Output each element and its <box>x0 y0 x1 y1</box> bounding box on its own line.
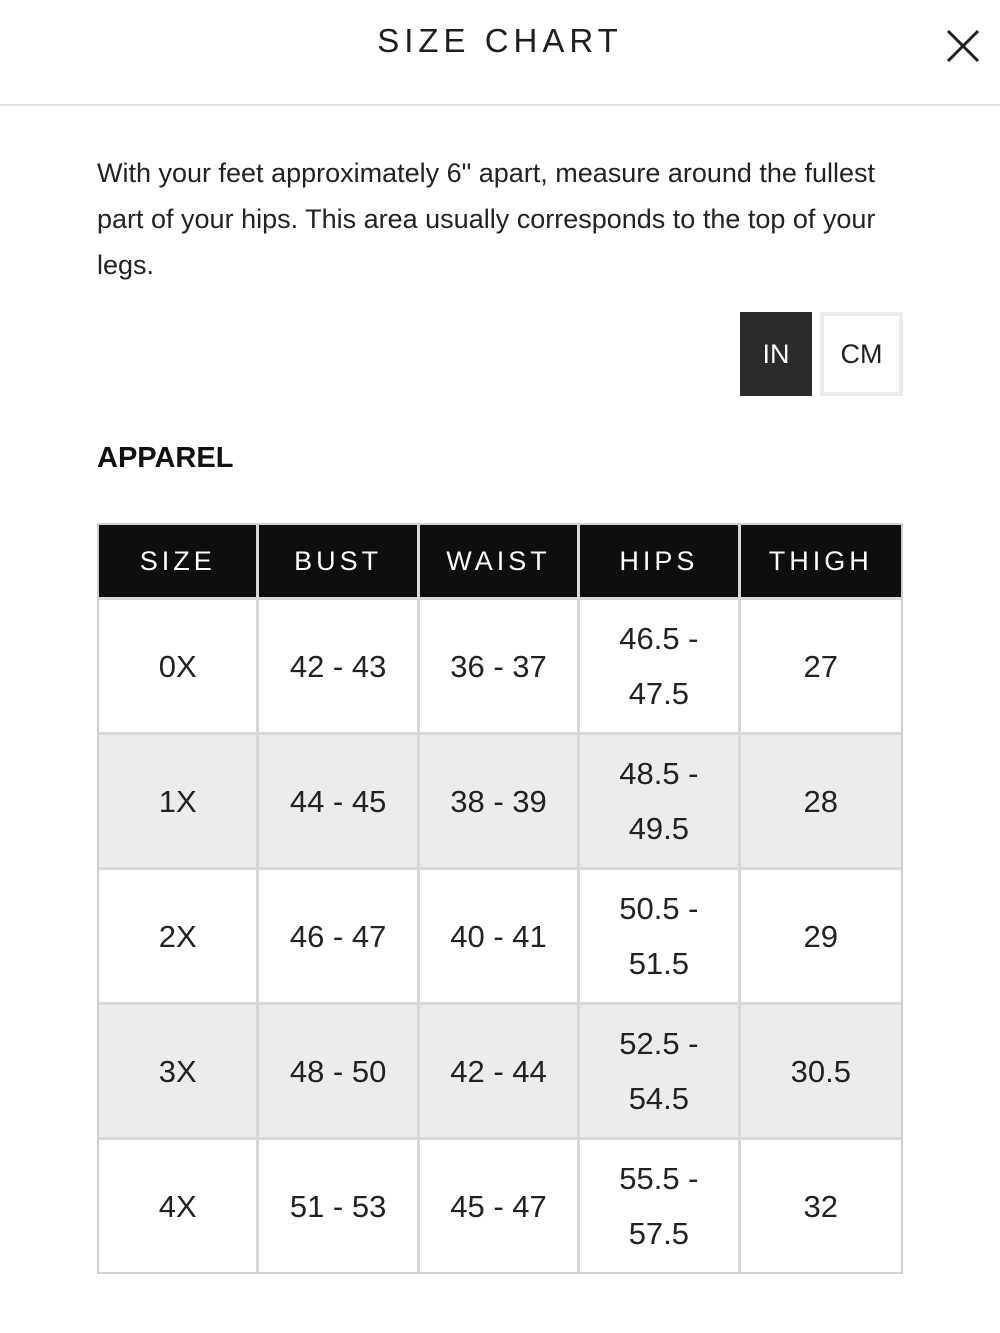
hips-cell <box>580 735 740 870</box>
hips-cell-line: 52.5 - <box>619 1026 699 1061</box>
hips-cell-line: 48.5 - <box>619 756 699 791</box>
hips-cell-line: 47.5 <box>628 676 690 711</box>
hips-cell-line: 51.5 <box>628 946 690 981</box>
table-row <box>99 735 901 870</box>
thigh-cell: 30.5 <box>741 1005 901 1140</box>
size-cell: 3X <box>99 1005 259 1140</box>
hips-cell <box>580 600 740 735</box>
unit-in-button[interactable]: IN <box>740 312 812 396</box>
waist-cell: 36 - 37 <box>420 600 580 735</box>
page-title: SIZE CHART <box>377 22 623 59</box>
hips-cell <box>580 1140 740 1272</box>
column-header-bust: BUST <box>259 525 419 600</box>
hips-cell <box>580 1005 740 1140</box>
waist-cell: 40 - 41 <box>420 870 580 1005</box>
bust-cell: 42 - 43 <box>259 600 419 735</box>
hips-cell-line: 46.5 - <box>619 621 699 656</box>
waist-cell: 38 - 39 <box>420 735 580 870</box>
table-row <box>99 1140 901 1272</box>
hips-cell-line: 50.5 - <box>619 891 699 926</box>
size-table <box>97 523 903 1274</box>
waist-cell: 42 - 44 <box>420 1005 580 1140</box>
unit-toggle <box>740 312 903 396</box>
measurement-instructions: With your feet approximately 6" apart, measure around the fullest part of your hips. This area usually corresponds to the top of your legs. <box>97 158 876 280</box>
thigh-cell: 27 <box>741 600 901 735</box>
hips-cell-line: 55.5 - <box>619 1161 699 1196</box>
hips-cell-line: 57.5 <box>628 1216 690 1251</box>
hips-cell-line: 49.5 <box>628 811 690 846</box>
table-row <box>99 600 901 735</box>
table-header-row <box>99 525 901 600</box>
thigh-cell: 28 <box>741 735 901 870</box>
modal-header <box>0 0 1000 106</box>
bust-cell: 44 - 45 <box>259 735 419 870</box>
section-title: APPAREL <box>97 442 234 474</box>
thigh-cell: 32 <box>803 1188 839 1224</box>
close-icon <box>943 26 983 66</box>
bust-cell: 51 - 53 <box>259 1140 419 1272</box>
size-cell: 2X <box>99 870 259 1005</box>
waist-cell: 45 - 47 <box>420 1140 580 1272</box>
size-cell: 0X <box>99 600 259 735</box>
hips-cell <box>580 870 740 1005</box>
table-row <box>99 1005 901 1140</box>
column-header-size: SIZE <box>99 525 259 600</box>
bust-cell: 46 - 47 <box>259 870 419 1005</box>
table-row <box>99 870 901 1005</box>
thigh-cell: 29 <box>741 870 901 1005</box>
close-button[interactable] <box>943 26 983 66</box>
column-header-waist: WAIST <box>420 525 580 600</box>
bust-cell: 48 - 50 <box>259 1005 419 1140</box>
size-cell: 1X <box>99 735 259 870</box>
column-header-thigh: THIGH <box>741 525 901 600</box>
unit-cm-button[interactable]: CM <box>820 312 903 396</box>
hips-cell-line: 54.5 <box>628 1081 690 1116</box>
size-cell: 4X <box>99 1140 259 1272</box>
column-header-hips: HIPS <box>580 525 740 600</box>
